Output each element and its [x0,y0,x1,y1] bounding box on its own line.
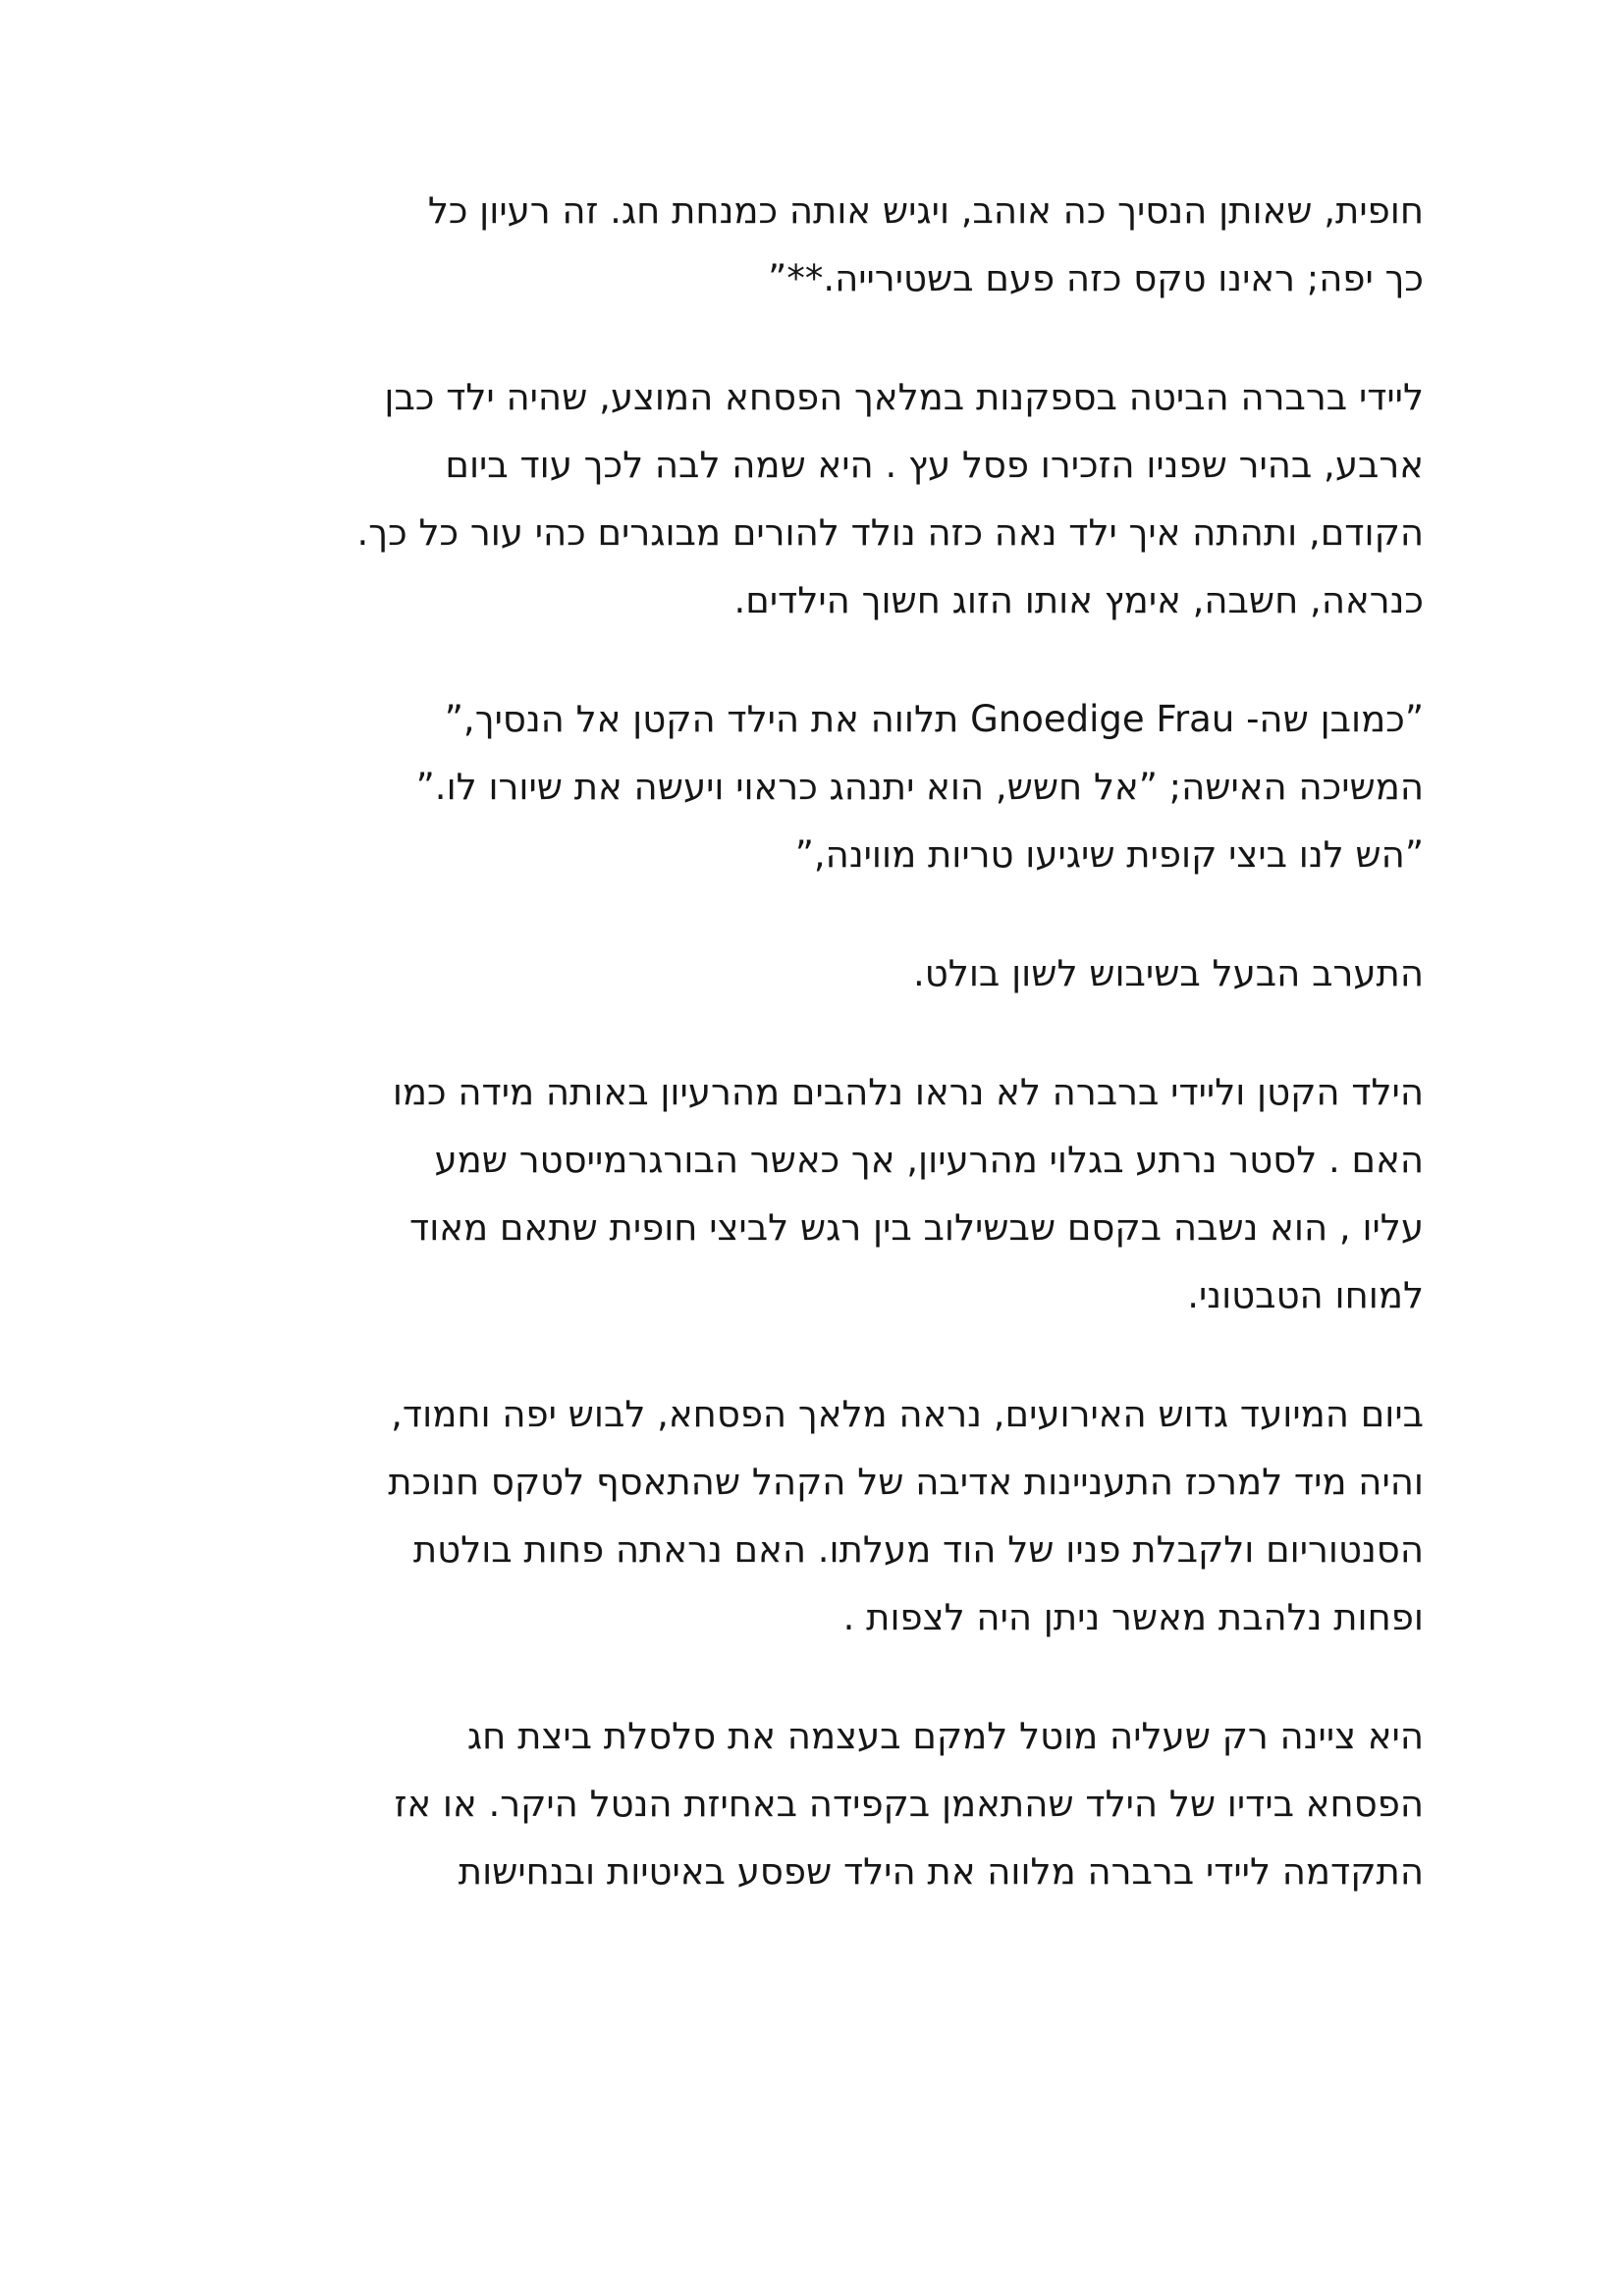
text-line: התקדמה ליידי ברברה מלווה את הילד שפסע באיטיות ובנחישות [458,1850,1424,1893]
text-line: עליו , הוא נשבה בקסם שבשילוב בין רגש לביצי חופית שתאם מאוד [409,1206,1424,1249]
paragraph [187,1702,1424,1905]
paragraph [187,363,1424,634]
document-page [187,177,1424,1956]
text-line: ארבע, בהיר שפניו הזכירו פסל עץ . היא שמה לבה לכך עוד ביום [445,444,1424,486]
text-line: חופית, שאותן הנסיך כה אוהב, ויגיש אותה כמנחת חג. זה רעיון כל [427,189,1424,232]
text-line: כנראה, חשבה, אימץ אותו הזוג חשוך הילדים. [733,579,1424,621]
text-line: למוחו הטבטוני. [1187,1274,1424,1316]
text-line: היא ציינה רק שעליה מוטל למקם בעצמה את סלסלת ביצת חג [466,1715,1424,1757]
text-line: הקודם, ותהתה איך ילד נאה כזה נולד להורים מבוגרים כהי עור כל כך. [356,511,1424,554]
text-line: ליידי ברברה הביטה בספקנות במלאך הפסחא המוצע, שהיה ילד כבן [384,376,1424,418]
text-line: האם . לסטר נרתע בגלוי מהרעיון, אך כאשר הבורגרמייסטר שמע [434,1139,1424,1181]
paragraph [187,177,1424,312]
paragraph [187,1058,1424,1329]
paragraph [187,1380,1424,1651]
text-line: ביום המיועד גדוש האירועים, נראה מלאך הפסחא, לבוש יפה וחמוד, [391,1393,1424,1435]
paragraph [187,939,1424,1007]
text-line: הילד הקטן וליידי ברברה לא נראו נלהבים מהרעיון באותה מידה כמו [392,1071,1424,1113]
text-line: התערב הבעל בשיבוש לשון בולט. [913,952,1424,994]
text-line: המשיכה האישה; ”אל חשש, הוא יתנהג כראוי ויעשה את שיורו לו.” [415,766,1424,808]
text-line: ופחות נלהבת מאשר ניתן היה לצפות . [842,1596,1424,1638]
text-line: הסנטוריום ולקבלת פניו של הוד מעלתו. האם נראתה פחות בולטת [412,1528,1424,1571]
text-line: הפסחא בידיו של הילד שהתאמן בקפידה באחיזת הנטל היקר. או אז [394,1783,1424,1825]
paragraph [187,685,1424,888]
text-line: ”הש לנו ביצי קופית שיגיעו טריות מווינה,” [794,833,1424,876]
text-line: והיה מיד למרכז התעניינות אדיבה של הקהל שהתאסף לטקס חנוכת [388,1461,1424,1503]
text-line: ”כמובן שה- Gnoedige Frau תלווה את הילד הקטן אל הנסיך,” [444,698,1424,740]
text-line: כך יפה; ראינו טקס כזה פעם בשטירייה.**” [768,257,1424,299]
